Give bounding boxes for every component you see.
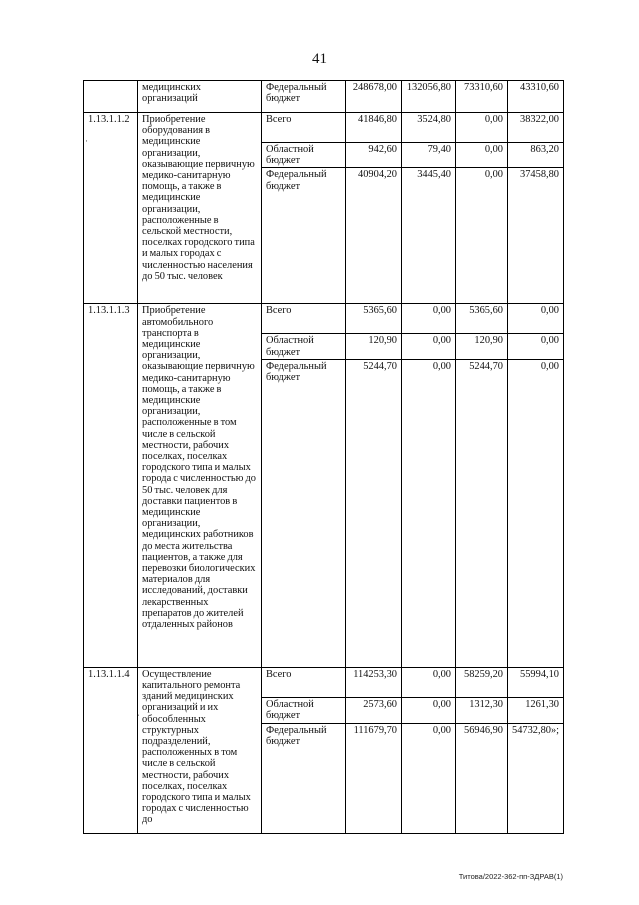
amount-cell: 1261,30 xyxy=(508,697,564,723)
funding-source: Федеральный бюджет xyxy=(262,359,346,667)
table-row xyxy=(84,304,564,334)
amount-cell: 111679,70 xyxy=(346,723,402,833)
row-code xyxy=(84,81,138,113)
amount-cell: 1312,30 xyxy=(456,697,508,723)
amount-cell: 5244,70 xyxy=(456,359,508,667)
amount-cell: 73310,60 xyxy=(456,81,508,113)
table-row xyxy=(84,113,564,143)
row-description: Осуществление капитального ремонта зданий медицинских организаций и их обособленных структурных подразделений, расположенных в том числе в сельской местности, рабочих поселках, поселках городского типа и малых городах с численностью до xyxy=(138,667,262,833)
amount-cell: 3445,40 xyxy=(402,168,456,304)
amount-cell: 54732,80»; xyxy=(508,723,564,833)
funding-source: Всего xyxy=(262,304,346,334)
amount-cell: 0,00 xyxy=(456,143,508,168)
amount-cell: 37458,80 xyxy=(508,168,564,304)
amount-cell: 0,00 xyxy=(508,334,564,359)
document-footer: Титова/2022-362-пп-ЗДРАВ(1) xyxy=(458,872,563,881)
amount-cell: 0,00 xyxy=(456,113,508,143)
row-code: 1.13.1.1.4 xyxy=(84,667,138,833)
table-row xyxy=(84,81,564,113)
amount-cell: 79,40 xyxy=(402,143,456,168)
row-description: медицинских организаций xyxy=(138,81,262,113)
amount-cell: 55994,10 xyxy=(508,667,564,697)
amount-cell: 120,90 xyxy=(346,334,402,359)
amount-cell: 132056,80 xyxy=(402,81,456,113)
amount-cell: 56946,90 xyxy=(456,723,508,833)
amount-cell: 3524,80 xyxy=(402,113,456,143)
funding-source: Областной бюджет xyxy=(262,334,346,359)
funding-source: Областной бюджет xyxy=(262,143,346,168)
page-number: 41 xyxy=(312,51,327,67)
amount-cell: 0,00 xyxy=(402,359,456,667)
row-code: 1.13.1.1.2 xyxy=(84,113,138,304)
amount-cell: 58259,20 xyxy=(456,667,508,697)
amount-cell: 5244,70 xyxy=(346,359,402,667)
amount-cell: 114253,30 xyxy=(346,667,402,697)
amount-cell: 5365,60 xyxy=(346,304,402,334)
amount-cell: 942,60 xyxy=(346,143,402,168)
amount-cell: 863,20 xyxy=(508,143,564,168)
row-description: Приобретение автомобильного транспорта в медицинские организации, оказывающие первичную медико-санитарную помощь, а также в медицинские организации, расположенные в том числе в сельской местности, рабочих поселках, поселках городского типа и малых города с численностью до 50 тыс. человек для доставки пациентов в медицинские организации, медицинских работников до места жительства пациентов, а также для перевозки биологических материалов для исследований, доставки лекарственных препаратов до жителей отдаленных районов xyxy=(138,304,262,667)
stray-mark: ˌ xyxy=(137,706,140,716)
stray-mark: · xyxy=(85,136,88,146)
funding-source: Федеральный бюджет xyxy=(262,168,346,304)
amount-cell: 43310,60 xyxy=(508,81,564,113)
amount-cell: 0,00 xyxy=(402,667,456,697)
amount-cell: 41846,80 xyxy=(346,113,402,143)
budget-table xyxy=(83,80,564,834)
funding-source: Федеральный бюджет xyxy=(262,81,346,113)
funding-source: Всего xyxy=(262,113,346,143)
amount-cell: 40904,20 xyxy=(346,168,402,304)
amount-cell: 120,90 xyxy=(456,334,508,359)
row-code: 1.13.1.1.3 xyxy=(84,304,138,667)
amount-cell: 0,00 xyxy=(402,723,456,833)
funding-source: Областной бюджет xyxy=(262,697,346,723)
table-row xyxy=(84,667,564,697)
amount-cell: 0,00 xyxy=(402,304,456,334)
amount-cell: 248678,00 xyxy=(346,81,402,113)
amount-cell: 0,00 xyxy=(402,697,456,723)
funding-source: Всего xyxy=(262,667,346,697)
amount-cell: 0,00 xyxy=(456,168,508,304)
funding-source: Федеральный бюджет xyxy=(262,723,346,833)
amount-cell: 2573,60 xyxy=(346,697,402,723)
amount-cell: 0,00 xyxy=(402,334,456,359)
amount-cell: 0,00 xyxy=(508,304,564,334)
amount-cell: 0,00 xyxy=(508,359,564,667)
amount-cell: 5365,60 xyxy=(456,304,508,334)
row-description: Приобретение оборудования в медицинские организации, оказывающие первичную медико-санитарную помощь, а также в медицинские организации, расположенные в сельской местности, поселках городского типа и малых городах с численностью населения до 50 тыс. человек xyxy=(138,113,262,304)
amount-cell: 38322,00 xyxy=(508,113,564,143)
